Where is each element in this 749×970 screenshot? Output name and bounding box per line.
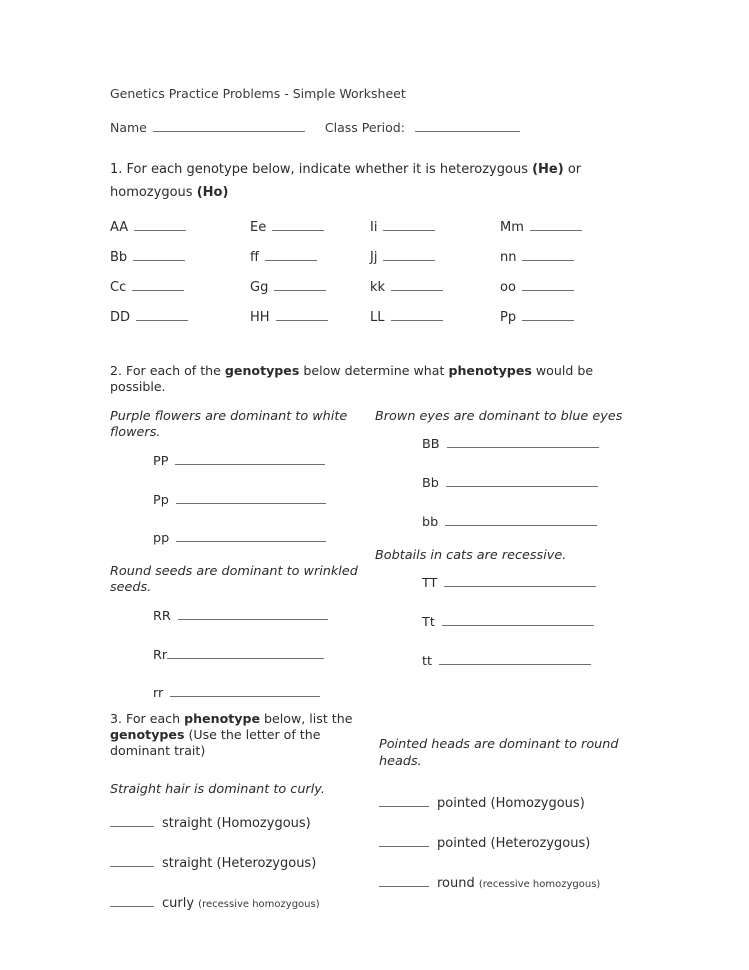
trait-description: Bobtails in cats are recessive. — [375, 547, 567, 563]
genotype-answer-line[interactable] — [276, 320, 328, 321]
genotype-label: kk — [370, 279, 386, 295]
genotype-answer-line[interactable] — [134, 230, 186, 231]
identification-row — [110, 120, 640, 135]
allele-row — [375, 614, 640, 630]
question-3-body — [110, 711, 640, 937]
allele-answer-line[interactable] — [439, 664, 591, 665]
genotype-label: Bb — [110, 249, 128, 265]
phenotype-answer-line[interactable] — [379, 846, 429, 847]
genotype-item — [110, 311, 250, 324]
genotype-label: ff — [250, 249, 259, 265]
phenotype-note: (recessive homozygous) — [198, 898, 320, 910]
genotype-answer-line[interactable] — [274, 290, 326, 291]
genotype-column-1 — [110, 221, 250, 341]
genotype-answer-line[interactable] — [522, 320, 574, 321]
phenotype-answer-line[interactable] — [110, 906, 154, 907]
allele-label: TT — [422, 576, 438, 592]
q1-bold-ho: (Ho) — [196, 185, 229, 200]
trait-description: Straight hair is dominant to curly. — [110, 781, 325, 797]
q2-text-part-1: 2. For each of the — [110, 362, 225, 378]
genotype-item — [110, 281, 250, 294]
phenotype-row — [379, 837, 640, 850]
allele-answer-line[interactable] — [170, 696, 320, 697]
genotype-answer-line[interactable] — [272, 230, 324, 231]
allele-label: Tt — [422, 614, 435, 630]
trait-description: Round seeds are dominant to wrinkled seeds. — [110, 564, 358, 596]
allele-label: bb — [422, 514, 439, 530]
genotype-label: Gg — [250, 279, 269, 295]
phenotype-label: curly — [162, 895, 199, 911]
question-3-right-column — [371, 711, 640, 917]
q1-bold-he: (He) — [532, 162, 564, 178]
allele-label: PP — [153, 453, 169, 469]
allele-label: Pp — [153, 492, 169, 508]
genotype-answer-line[interactable] — [133, 260, 185, 261]
genotype-item — [500, 221, 630, 234]
q2-bold-genotypes: genotypes — [224, 362, 300, 378]
allele-label: Rr — [153, 647, 168, 663]
genotype-answer-line[interactable] — [136, 320, 188, 321]
phenotype-row — [379, 877, 640, 890]
genotype-item — [370, 221, 500, 234]
allele-answer-line[interactable] — [175, 464, 325, 465]
allele-answer-line[interactable] — [445, 525, 597, 526]
allele-answer-line[interactable] — [442, 625, 594, 626]
genotype-column-4 — [500, 221, 630, 341]
genotype-label: Jj — [370, 249, 378, 265]
allele-label: RR — [153, 608, 171, 624]
allele-label: Bb — [422, 476, 439, 492]
allele-answer-line[interactable] — [446, 486, 598, 487]
genotype-item — [370, 281, 500, 294]
genotype-answer-line[interactable] — [383, 230, 435, 231]
genotype-label: Ii — [370, 219, 378, 235]
genotype-item — [500, 311, 630, 324]
allele-row — [375, 578, 640, 591]
genotype-item — [250, 251, 370, 264]
genotype-item — [370, 311, 500, 324]
allele-row — [110, 453, 375, 469]
phenotype-note: (recessive homozygous) — [478, 879, 601, 890]
q3-bold-genotypes: genotypes — [110, 727, 185, 743]
genotype-item — [250, 281, 370, 294]
phenotype-label: round — [437, 876, 479, 891]
phenotype-answer-line[interactable] — [379, 886, 429, 887]
class-period-label: Class Period: — [324, 120, 405, 136]
trait-description: Pointed heads are dominant to round heads. — [379, 737, 619, 769]
allele-answer-line[interactable] — [447, 447, 599, 448]
phenotype-label: pointed (Homozygous) — [437, 796, 585, 811]
allele-row — [110, 647, 375, 663]
phenotype-row — [379, 797, 640, 810]
q3-bold-phenotype: phenotype — [184, 711, 261, 727]
question-1-heading — [110, 159, 640, 205]
phenotype-answer-line[interactable] — [379, 806, 429, 807]
q3-text-part-2: below, list the — [260, 711, 353, 727]
name-label: Name — [110, 120, 147, 136]
genotype-label: AA — [110, 219, 129, 235]
phenotype-label: straight (Homozygous) — [162, 815, 311, 831]
genotype-answer-line[interactable] — [265, 260, 317, 261]
genotype-answer-line[interactable] — [391, 320, 443, 321]
genotype-answer-line[interactable] — [391, 290, 443, 291]
genotype-answer-line[interactable] — [132, 290, 184, 291]
allele-row — [375, 439, 640, 452]
genotype-label: oo — [500, 279, 516, 295]
q1-text-part-2: or homozygous — [110, 162, 582, 200]
allele-answer-line[interactable] — [178, 619, 328, 620]
phenotype-label: straight (Heterozygous) — [162, 855, 317, 871]
allele-label: rr — [153, 686, 164, 702]
genotype-label: HH — [250, 309, 270, 325]
question-2-right-column — [375, 409, 640, 679]
allele-answer-line[interactable] — [176, 541, 326, 542]
question-3-left-column — [110, 711, 371, 937]
genotype-answer-line[interactable] — [522, 290, 574, 291]
question-2-left-column — [110, 409, 375, 711]
genotype-column-2 — [250, 221, 370, 341]
allele-row — [110, 608, 375, 624]
q2-bold-phenotypes: phenotypes — [448, 362, 532, 378]
genotype-item — [110, 221, 250, 234]
phenotype-row — [110, 897, 371, 910]
allele-row — [375, 478, 640, 491]
genotype-answer-line[interactable] — [383, 260, 435, 261]
q3-text-part-1: 3. For each — [110, 711, 185, 727]
phenotype-label: pointed (Heterozygous) — [437, 836, 591, 851]
genotype-item — [500, 251, 630, 264]
phenotype-row — [110, 857, 371, 870]
genotype-label: DD — [110, 309, 131, 325]
phenotype-row — [110, 817, 371, 830]
genotype-item — [110, 251, 250, 264]
allele-row — [110, 492, 375, 508]
allele-answer-line[interactable] — [444, 586, 596, 587]
question-2-body — [110, 409, 640, 711]
allele-row — [110, 533, 375, 546]
genotype-answer-line[interactable] — [530, 230, 582, 231]
allele-label: pp — [153, 531, 170, 547]
name-input-line[interactable] — [153, 131, 305, 132]
allele-label: tt — [422, 653, 433, 669]
genotype-label: LL — [370, 309, 385, 325]
phenotype-answer-line[interactable] — [110, 866, 154, 867]
q2-text-part-2: below determine what — [299, 362, 449, 378]
genotype-column-3 — [370, 221, 500, 341]
allele-label: BB — [422, 437, 440, 453]
genotype-item — [370, 251, 500, 264]
genotype-label: Ee — [250, 219, 267, 235]
allele-answer-line[interactable] — [167, 658, 324, 659]
genotype-item — [250, 221, 370, 234]
worksheet-content — [110, 86, 640, 937]
allele-row — [110, 688, 375, 701]
genotype-item — [500, 281, 630, 294]
genotype-label: Cc — [110, 279, 127, 295]
genotype-label: nn — [500, 249, 517, 265]
trait-description: Purple flowers are dominant to white flowers. — [110, 408, 348, 441]
q1-text-part-1: 1. For each genotype below, indicate whether it is heterozygous — [110, 162, 533, 178]
allele-answer-line[interactable] — [176, 503, 326, 504]
q3-text-part-3: (Use the letter of the dominant trait) — [110, 727, 321, 759]
question-2-heading — [110, 363, 640, 395]
genotype-item — [250, 311, 370, 324]
genotype-label: Mm — [500, 219, 524, 235]
genotype-grid — [110, 221, 640, 341]
allele-row — [375, 514, 640, 530]
class-period-input-line[interactable] — [415, 131, 520, 132]
question-3-heading — [110, 711, 371, 759]
trait-description: Brown eyes are dominant to blue eyes — [375, 408, 623, 424]
allele-row — [375, 653, 640, 669]
genotype-label: Pp — [500, 309, 517, 325]
q2-text-part-3: would be possible. — [110, 362, 594, 394]
genotype-answer-line[interactable] — [522, 260, 574, 261]
page-title: Genetics Practice Problems - Simple Worksheet — [110, 86, 406, 101]
phenotype-answer-line[interactable] — [110, 826, 154, 827]
